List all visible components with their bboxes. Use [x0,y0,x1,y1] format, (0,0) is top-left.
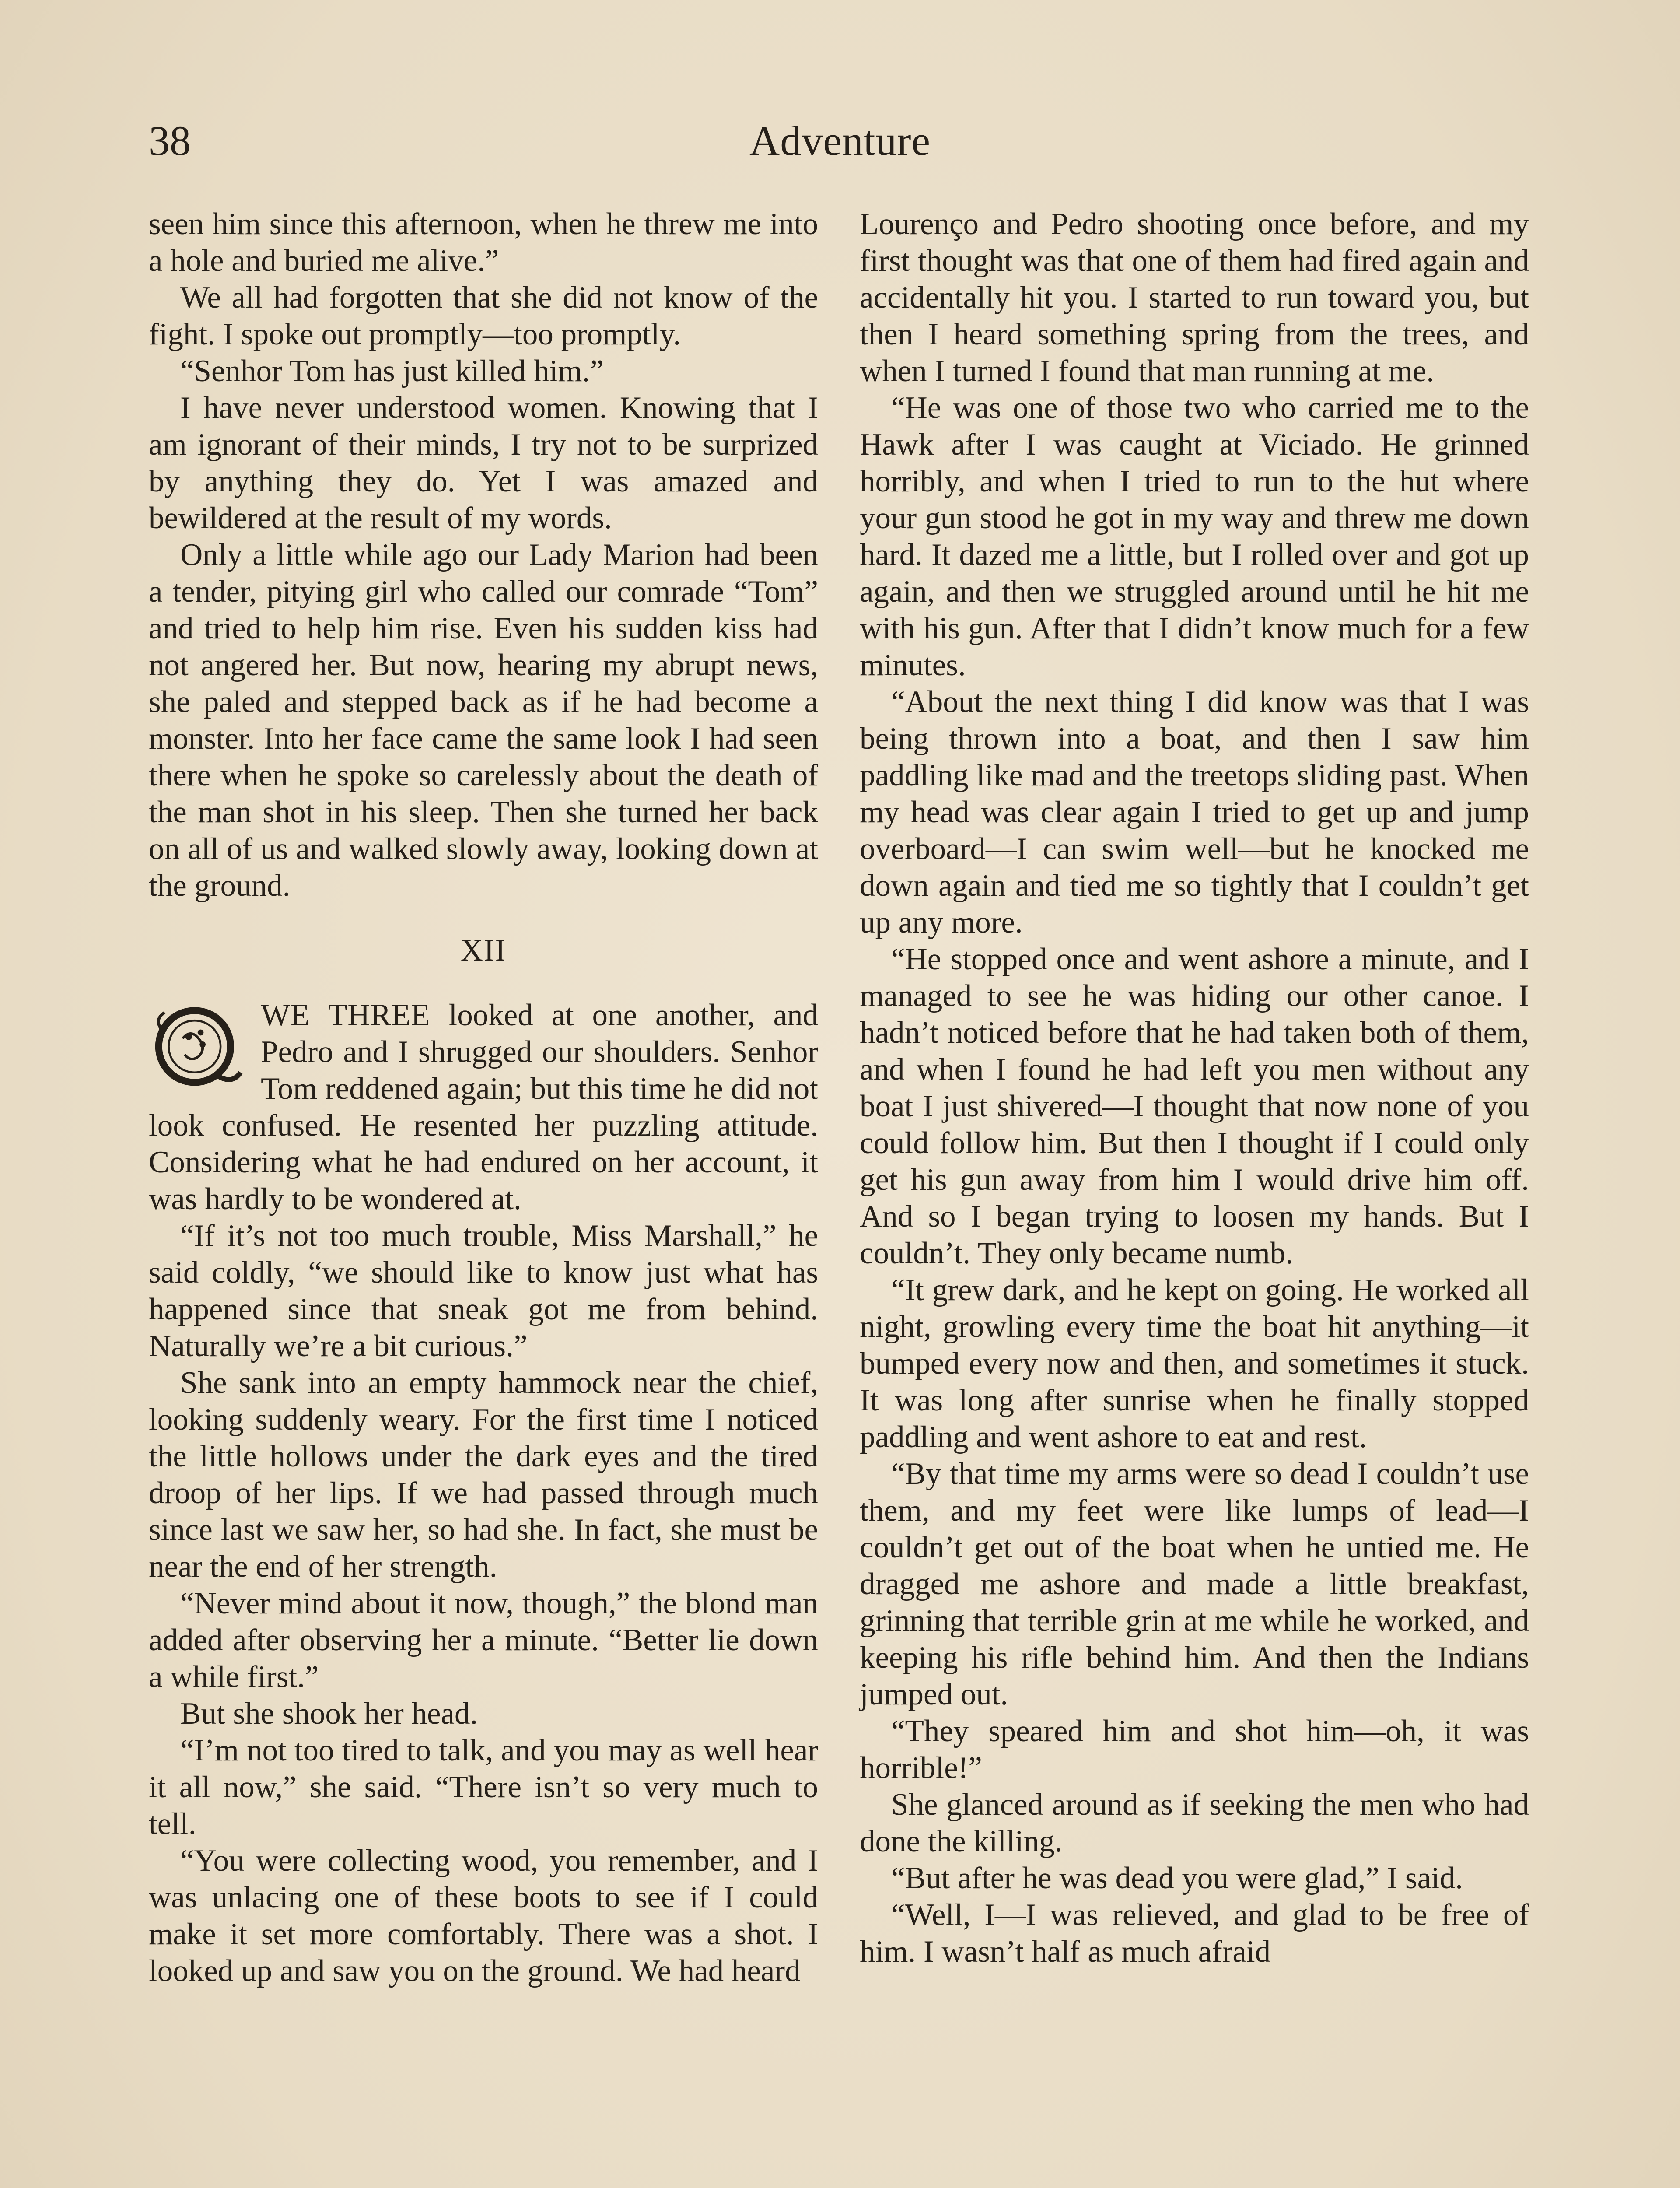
paragraph: Lourenço and Pedro shooting once before, and my first thought was that one of them had fired again and accidentally hit you. I started to run toward you, but then I heard something spring from the trees, and when I turned I found that man running at me. [860,207,1529,388]
dropcap-rest: looked at one another, and Pedro and I shrugged our shoulders. Senhor Tom reddened again; but this time he did not look confused. He resented her puzzling attitude. Considering what he had endured on her account, it was hardly to be wondered at. [149,998,819,1216]
right-column [860,206,1529,1970]
paragraph: “He stopped once and went ashore a minute, and I managed to see he was hiding our other canoe. I hadn’t noticed before that he had taken both of them, and when I found he had left you men without any boat I just shivered—I thought that now none of you could follow him. But then I thought if I could only get his gun away from him I would drive him off. And so I began trying to loosen my hands. But I couldn’t. They only became numb. [860,942,1529,1270]
paragraph: She glanced around as if seeking the men who had done the killing. [860,1788,1529,1858]
section-heading: XII [460,933,507,968]
paragraph: “By that time my arms were so dead I couldn’t use them, and my feet were like lumps of lead—I couldn’t get out of the boat when he untied me. He dragged me ashore and made a little breakfast, grinning that terrible grin at me while he worked, and keeping his rifle behind him. And then the Indians jumped out. [860,1457,1529,1711]
paragraph: “They speared him and shot him—oh, it was horrible!” [860,1714,1529,1785]
paragraph: “I’m not too tired to talk, and you may as well hear it all now,” she said. “There isn’t so very much to tell. [149,1733,818,1841]
paragraph: “Never mind about it now, though,” the blond man added after observing her a minute. “Better lie down a while first.” [149,1586,818,1694]
paragraph: “But after he was dead you were glad,” I said. [891,1861,1463,1895]
paragraph: “About the next thing I did know was that I was being thrown into a boat, and then I saw him paddling like mad and the treetops sliding past. When my head was clear again I tried to get up and jump overboard—I can swim well—but he knocked me down again and tied me so tightly that I couldn’t get up any more. [860,685,1529,940]
paragraph: “It grew dark, and he kept on going. He worked all night, growling every time the boat hit anything—it bumped every now and then, and sometimes it stuck. It was long after sunrise when he finally stopped paddling and went ashore to eat and rest. [860,1273,1529,1454]
paragraph: Only a little while ago our Lady Marion had been a tender, pitying girl who called our comrade “Tom” and tried to help him rise. Even his sudden kiss had not angered her. But now, hearing my abrupt news, she paled and stepped back as if he had become a monster. Into her face came the same look I had seen there when he spoke so carelessly about the death of the man shot in his sleep. Then she turned her back on all of us and walked slowly away, looking down at the ground. [149,538,818,903]
ornamental-initial-o-icon [149,999,248,1098]
left-column [149,206,818,1989]
paragraph: I have never understood women. Knowing that I am ignorant of their minds, I try not to be surprized by anything they do. Yet I was amazed and bewildered at the result of my words. [149,391,818,535]
paragraph: “Senhor Tom has just killed him.” [180,354,604,388]
paragraph: “He was one of those two who carried me to the Hawk after I was caught at Viciado. He grinned horribly, and when I tried to run to the hut where your gun stood he got in my way and threw me down hard. It dazed me a little, but I rolled over and got up again, and then we struggled around until he hit me with his gun. After that I didn’t know much for a few minutes. [860,391,1529,682]
dropcap-paragraph [149,997,818,1217]
paragraph: “You were collecting wood, you remember, and I was unlacing one of these boots to see if I could make it set more comfortably. There was a shot. I looked up and saw you on the ground. We had heard [149,1844,818,1988]
dropcap-lead: WE THREE [261,998,430,1032]
paragraph: But she shook her head. [180,1697,478,1731]
paragraph: She sank into an empty hammock near the chief, looking suddenly weary. For the first time I noticed the little hollows under the dark eyes and the tired droop of her lips. If we had passed through much since last we saw her, so had she. In fact, she must be near the end of her strength. [149,1366,818,1584]
running-head: Adventure [749,117,931,164]
paragraph: “If it’s not too much trouble, Miss Marshall,” he said coldly, “we should like to know just what has happened since that sneak got me from behind. Naturally we’re a bit curious.” [149,1219,818,1363]
ornamental-initial-o [149,999,248,1098]
paragraph: seen him since this afternoon, when he threw me into a hole and buried me alive.” [149,207,818,278]
paragraph: We all had forgotten that she did not know of the fight. I spoke out promptly—too promptly. [149,281,818,351]
paragraph: “Well, I—I was relieved, and glad to be free of him. I wasn’t half as much afraid [860,1898,1529,1969]
page-number: 38 [149,117,191,164]
